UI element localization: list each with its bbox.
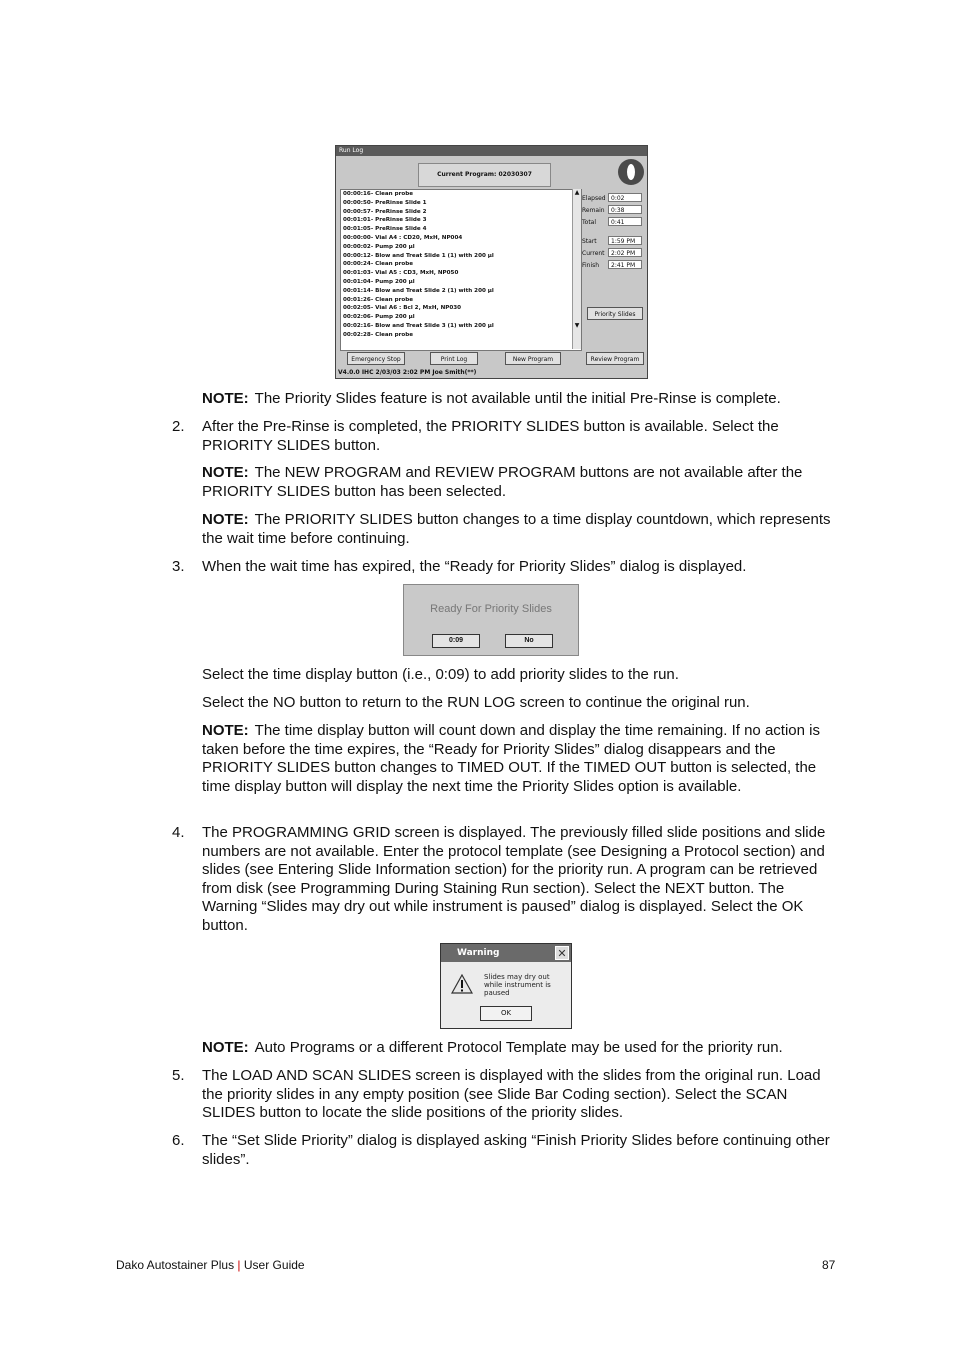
start-label: Start [582,238,597,245]
log-line: 00:02:05- Vial A6 : Bcl 2, MxH, NP030 [343,305,462,312]
note-label: NOTE: [202,511,249,528]
note-priority-not-available [202,390,842,409]
total-value: 0:41 [608,217,642,226]
note-label: NOTE: [202,1039,249,1056]
para-select-no: Select the NO button to return to the RUN LOG screen to continue the original run. [202,694,750,711]
log-line: 00:00:24- Clean probe [343,261,414,268]
note-countdown [202,511,842,548]
log-line: 00:00:12- Blow and Treat Slide 1 (1) with 200 µl [343,252,494,259]
log-line: 00:00:50- PreRinse Slide 1 [343,199,427,206]
step-number: 3. [172,558,185,575]
ok-button[interactable]: OK [480,1006,532,1021]
current-value: 2:02 PM [608,248,642,257]
log-line: 00:00:02- Pump 200 µl [343,243,415,250]
dialog-title: Ready For Priority Slides [430,603,552,615]
no-button[interactable]: No [505,634,553,648]
warning-titlebar: Warning [441,944,571,962]
current-program-display [418,163,551,187]
step-6-text: The “Set Slide Priority” dialog is displayed asking “Finish Priority Slides before continuing other slides”. [202,1132,830,1168]
para-select-time: Select the time display button (i.e., 0:09) to add priority slides to the run. [202,666,679,683]
warning-message: Slides may dry out while instrument is paused [484,973,551,997]
start-row [582,236,642,246]
log-line: 00:01:26- Clean probe [343,296,414,303]
review-program-button[interactable]: Review Program [586,352,644,365]
log-line: 00:01:01- PreRinse Slide 3 [343,217,427,224]
log-scrollbar[interactable]: ▲ ▼ [572,189,581,349]
status-bar: V4.0.0 IHC 2/03/03 2:02 PM Joe Smith(**) [338,369,477,376]
page-number: 87 [822,1258,836,1272]
note-new-review-unavailable [202,464,842,501]
current-program-label: Current Program: [437,171,497,178]
dako-logo-icon [618,159,644,185]
remain-value: 0:38 [608,205,642,214]
step-number: 4. [172,824,185,841]
step-4-text: The PROGRAMMING GRID screen is displayed. The previously filled slide positions and slide numbers are not available. Enter the protocol template (see Designing a Protocol section) and slides (see Entering Slide Information section) for the priority run. A program can be retrieved from disk (see Programming During Staining Run section). Select the NEXT button. The Warning “Slides may dry out while instrument is paused” dialog is displayed. Select the OK button. [202,824,826,934]
note-text: The Priority Slides feature is not available until the initial Pre-Rinse is complete. [254,390,781,407]
run-log-list[interactable] [340,189,582,351]
log-line: 00:00:16- Clean probe [343,191,414,197]
log-line: 00:02:06- Pump 200 µl [343,314,415,321]
close-icon[interactable]: ✕ [555,946,569,960]
new-program-button[interactable]: New Program [505,352,561,365]
total-row [582,217,642,227]
step-2-text: After the Pre-Rinse is completed, the PRIORITY SLIDES button is available. Select the PRIORITY SLIDES button. [202,418,779,454]
note-label: NOTE: [202,390,249,407]
current-label: Current [582,250,605,257]
note-label: NOTE: [202,464,249,481]
time-display-button[interactable]: 0:09 [432,634,480,648]
elapsed-label: Elapsed [582,195,606,202]
footer-product: Dako Autostainer Plus [116,1258,235,1272]
total-label: Total [582,219,597,226]
log-line: 00:00:57- PreRinse Slide 2 [343,208,427,215]
footer-title [116,1258,305,1272]
run-log-titlebar: Run Log [336,146,647,156]
step-number: 6. [172,1132,185,1149]
footer-guide: User Guide [243,1258,305,1272]
finish-value: 2:41 PM [608,260,642,269]
warning-icon [451,974,473,994]
ready-for-priority-slides-dialog [403,584,579,656]
step-5-text: The LOAD AND SCAN SLIDES screen is displayed with the slides from the original run. Load the priority slides in any empty position (see Slide Bar Coding section). Select the SCAN SLIDES button to locate the slide positions of the priority slides. [202,1067,821,1121]
log-line: 00:00:00- Vial A4 : CD20, MxH, NP004 [343,234,463,241]
start-value: 1:59 PM [608,236,642,245]
footer-separator: | [237,1258,241,1272]
note-text: The PRIORITY SLIDES button changes to a time display countdown, which represents the wait time before continuing. [202,511,831,547]
run-log-screenshot [335,145,648,379]
note-text: The time display button will count down and display the time remaining. If no action is taken before the time expires, the “Ready for Priority Slides” dialog disappears and the PRIORITY SLIDES button changes to TIMED OUT. If the TIMED OUT button is selected, the time display button will display the next time the Priority Slides option is available. [202,722,820,795]
current-row [582,248,642,258]
step-number: 5. [172,1067,185,1084]
log-line: 00:01:05- PreRinse Slide 4 [343,226,427,233]
log-line: 00:02:28- Clean probe [343,331,414,338]
log-line: 00:01:04- Pump 200 µl [343,278,415,285]
step-3-text: When the wait time has expired, the “Ready for Priority Slides” dialog is displayed. [202,558,747,575]
warning-dialog [440,943,572,1029]
log-line: 00:01:14- Blow and Treat Slide 2 (1) with 200 µl [343,287,494,294]
remain-label: Remain [582,207,605,214]
emergency-stop-button[interactable]: Emergency Stop [347,352,405,365]
log-line: 00:01:03- Vial A5 : CD3, MxH, NP050 [343,270,459,277]
note-label: NOTE: [202,722,249,739]
elapsed-row [582,193,642,203]
note-text: Auto Programs or a different Protocol Template may be used for the priority run. [254,1039,783,1056]
note-time-remaining [202,722,832,796]
remain-row [582,205,642,215]
print-log-button[interactable]: Print Log [430,352,478,365]
elapsed-value: 0:02 [608,193,642,202]
current-program-value: 02030307 [498,171,532,178]
priority-slides-button[interactable]: Priority Slides [587,307,643,320]
log-line: 00:02:16- Blow and Treat Slide 3 (1) with 200 µl [343,322,494,329]
finish-row [582,260,642,270]
note-auto-programs [202,1039,842,1058]
step-number: 2. [172,418,185,435]
finish-label: Finish [582,262,600,269]
note-text: The NEW PROGRAM and REVIEW PROGRAM buttons are not available after the PRIORITY SLIDES button has been selected. [202,464,803,500]
